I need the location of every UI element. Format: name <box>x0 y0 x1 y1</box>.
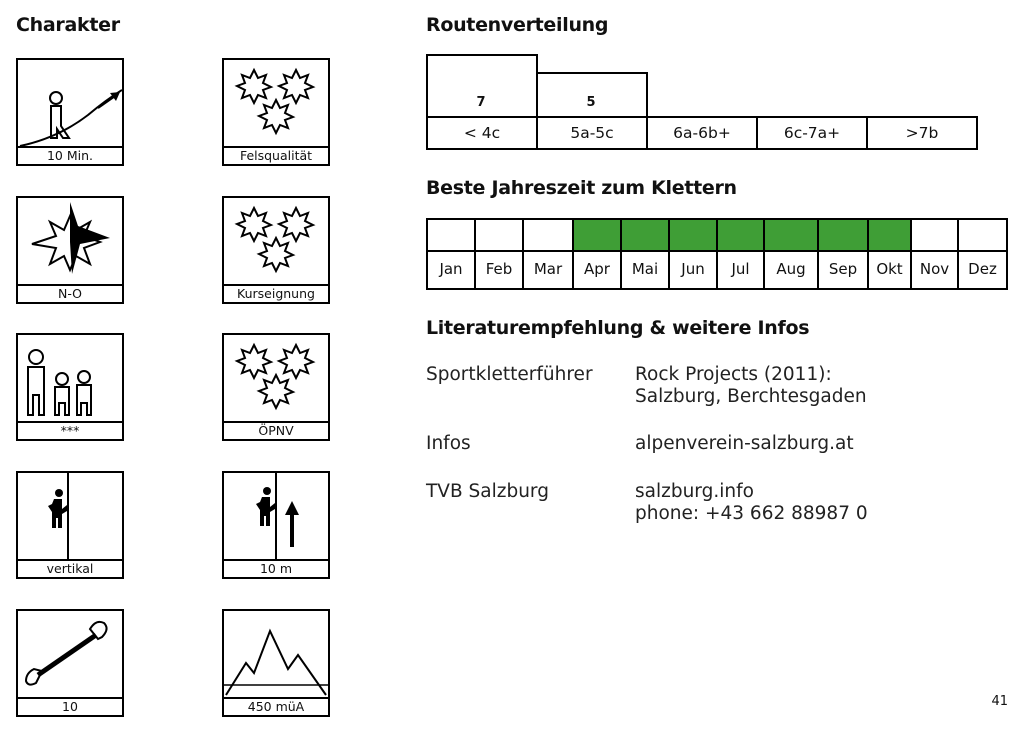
rock-quality-stars-icon <box>224 60 328 146</box>
month-indicator <box>670 220 716 252</box>
month-column <box>765 220 819 288</box>
literature-value-line: Salzburg, Berchtesgaden <box>635 386 867 407</box>
month-label: Apr <box>584 260 610 278</box>
month-label: Jun <box>681 260 705 278</box>
month-column <box>476 220 524 288</box>
month-indicator <box>622 220 668 252</box>
month-indicator <box>428 220 474 252</box>
month-label: Dez <box>968 260 997 278</box>
literature-heading: Literaturempfehlung & weitere Infos <box>426 317 810 339</box>
course-suitability-stars-icon <box>224 198 328 284</box>
literature-value-line: salzburg.info <box>635 481 754 502</box>
literature-label: Infos <box>426 433 471 454</box>
month-indicator <box>819 220 867 252</box>
month-indicator <box>869 220 910 252</box>
tile-caption: Kurseignung <box>222 284 330 304</box>
tile-course-suitability <box>222 196 330 304</box>
month-indicator <box>574 220 620 252</box>
tile-route-length <box>222 471 330 579</box>
tile-caption: N-O <box>16 284 124 304</box>
literature-label: Sportkletterführer <box>426 364 593 385</box>
tile-family <box>16 333 124 441</box>
month-label: Okt <box>876 260 903 278</box>
tile-approach <box>16 58 124 166</box>
month-label: Nov <box>919 260 950 278</box>
tile-public-transport <box>222 333 330 441</box>
month-label: Feb <box>485 260 513 278</box>
page-number: 41 <box>991 694 1008 709</box>
literature-label: TVB Salzburg <box>426 481 549 502</box>
literature-value <box>635 481 868 525</box>
month-column <box>959 220 1008 288</box>
tile-bolts <box>16 609 124 717</box>
vertical-wall-climber-icon <box>18 473 122 559</box>
month-label: Jan <box>439 260 463 278</box>
season-table <box>426 218 1008 290</box>
route-grade-row <box>426 116 978 150</box>
route-bar-value: 5 <box>586 95 596 110</box>
literature-value <box>635 433 854 455</box>
routen-heading: Routenverteilung <box>426 14 609 36</box>
tile-caption: 10 <box>16 697 124 717</box>
month-column <box>622 220 670 288</box>
month-column <box>670 220 718 288</box>
month-label: Mar <box>533 260 563 278</box>
route-grade-label: < 4c <box>428 118 538 148</box>
literature-value-line: alpenverein-salzburg.at <box>635 433 854 454</box>
tile-caption: 450 müA <box>222 697 330 717</box>
month-indicator <box>524 220 572 252</box>
tile-caption: *** <box>16 421 124 441</box>
month-column <box>428 220 476 288</box>
orientation-sun-icon <box>18 198 122 284</box>
tile-caption: vertikal <box>16 559 124 579</box>
month-indicator <box>765 220 817 252</box>
month-column <box>718 220 765 288</box>
tile-caption: ÖPNV <box>222 421 330 441</box>
month-column <box>524 220 574 288</box>
month-label: Jul <box>731 260 750 278</box>
tile-steepness <box>16 471 124 579</box>
literature-value-line: phone: +43 662 88987 0 <box>635 503 868 524</box>
tile-caption: 10 Min. <box>16 146 124 166</box>
route-grade-label: >7b <box>868 118 978 148</box>
tile-altitude <box>222 609 330 717</box>
route-grade-label: 6c-7a+ <box>758 118 868 148</box>
month-indicator <box>912 220 957 252</box>
literature-value-line: Rock Projects (2011): <box>635 364 832 385</box>
charakter-heading: Charakter <box>16 14 120 36</box>
mountain-altitude-icon <box>224 611 328 697</box>
month-indicator <box>959 220 1006 252</box>
family-icon <box>18 335 122 421</box>
tile-caption: 10 m <box>222 559 330 579</box>
route-bar-value: 7 <box>476 95 486 110</box>
route-length-climber-icon <box>224 473 328 559</box>
approach-walk-icon <box>18 60 122 146</box>
month-label: Sep <box>828 260 858 278</box>
month-column <box>869 220 912 288</box>
tile-rock-quality <box>222 58 330 166</box>
tile-caption: Felsqualität <box>222 146 330 166</box>
month-column <box>912 220 959 288</box>
public-transport-stars-icon <box>224 335 328 421</box>
tile-orientation <box>16 196 124 304</box>
month-column <box>574 220 622 288</box>
literature-value <box>635 364 867 408</box>
month-label: Mai <box>631 260 659 278</box>
quickdraw-icon <box>18 611 122 697</box>
month-label: Aug <box>776 260 806 278</box>
route-grade-label: 5a-5c <box>538 118 648 148</box>
season-heading: Beste Jahreszeit zum Klettern <box>426 177 737 199</box>
month-column <box>819 220 869 288</box>
month-indicator <box>476 220 522 252</box>
month-indicator <box>718 220 763 252</box>
route-grade-label: 6a-6b+ <box>648 118 758 148</box>
